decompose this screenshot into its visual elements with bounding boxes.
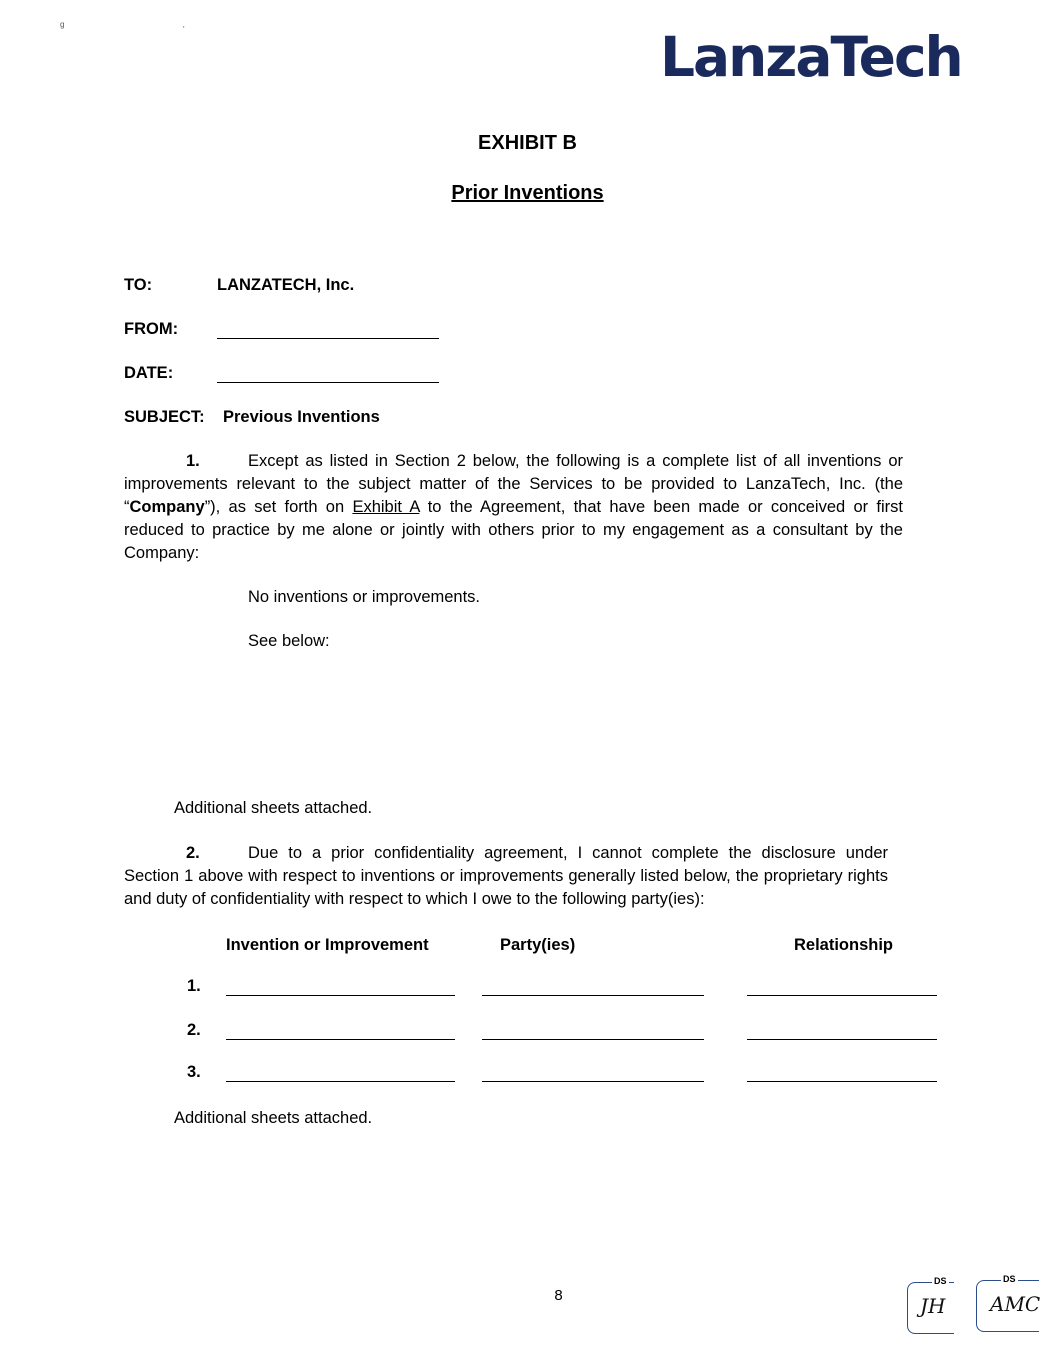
- date-field[interactable]: [217, 381, 439, 383]
- section-2-number: 2.: [186, 844, 200, 862]
- initials-signature-2: AMC: [990, 1292, 1041, 1316]
- row-number-3: 3.: [187, 1063, 201, 1081]
- lanzatech-logo: LanzaTech: [660, 25, 962, 89]
- initials-signature-1: JH: [920, 1294, 946, 1318]
- section-2-paragraph: [124, 842, 888, 911]
- section-1-text-c: to the Agreement, that have been made or conceived or first reduced to practice by me alone or jointly with others prior to my engagement as a consultant by the Company:: [124, 498, 903, 562]
- section-1-additional-sheets[interactable]: Additional sheets attached.: [174, 799, 373, 817]
- exhibit-title: EXHIBIT B: [478, 132, 577, 154]
- section-1-text-b: ”), as set forth on: [204, 498, 353, 516]
- exhibit-a-link[interactable]: Exhibit A: [352, 498, 420, 516]
- row-number-2: 2.: [187, 1021, 201, 1039]
- row-number-1: 1.: [187, 977, 201, 995]
- to-label: TO:: [124, 276, 153, 294]
- subject-label: SUBJECT:: [124, 408, 205, 426]
- from-label: FROM:: [124, 320, 179, 338]
- row-3-invention-field[interactable]: [226, 1080, 455, 1082]
- header-marks: g ,: [60, 20, 243, 29]
- company-term: Company: [129, 498, 205, 516]
- option-no-inventions[interactable]: No inventions or improvements.: [248, 588, 481, 606]
- row-2-invention-field[interactable]: [226, 1038, 455, 1040]
- row-3-relationship-field[interactable]: [747, 1080, 937, 1082]
- row-2-relationship-field[interactable]: [747, 1038, 937, 1040]
- from-field[interactable]: [217, 337, 439, 339]
- option-see-below[interactable]: See below:: [248, 632, 330, 650]
- to-value: LANZATECH, Inc.: [217, 276, 355, 294]
- exhibit-subtitle: Prior Inventions: [451, 182, 604, 204]
- subtitle-wrap: [0, 182, 1055, 205]
- col-header-invention: Invention or Improvement: [226, 936, 429, 954]
- row-1-parties-field[interactable]: [482, 994, 704, 996]
- date-label: DATE:: [124, 364, 174, 382]
- row-1-invention-field[interactable]: [226, 994, 455, 996]
- col-header-parties: Party(ies): [500, 936, 576, 954]
- section-1-paragraph: [124, 450, 903, 565]
- subject-value: Previous Inventions: [223, 408, 380, 426]
- page-number: 8: [554, 1287, 563, 1304]
- row-3-parties-field[interactable]: [482, 1080, 704, 1082]
- ds-label-2: DS: [1003, 1274, 1016, 1284]
- row-2-parties-field[interactable]: [482, 1038, 704, 1040]
- row-1-relationship-field[interactable]: [747, 994, 937, 996]
- section-1-text-a: Except as listed in Section 2 below, the following is a complete list of all inventions or improvements relevant to the subject matter of the Services to be provided to LanzaTech, Inc. (the “: [124, 452, 903, 516]
- section-1-number: 1.: [186, 452, 200, 470]
- ds-label-1: DS: [934, 1276, 947, 1286]
- col-header-relationship: Relationship: [794, 936, 894, 954]
- section-2-additional-sheets[interactable]: Additional sheets attached.: [174, 1109, 373, 1127]
- section-2-text: Due to a prior confidentiality agreement, I cannot complete the disclosure under Section 1 above with respect to inventions or improvements generally listed below, the proprietary rights and duty of confidentiality with respect to which I owe to the following party(ies):: [124, 844, 888, 908]
